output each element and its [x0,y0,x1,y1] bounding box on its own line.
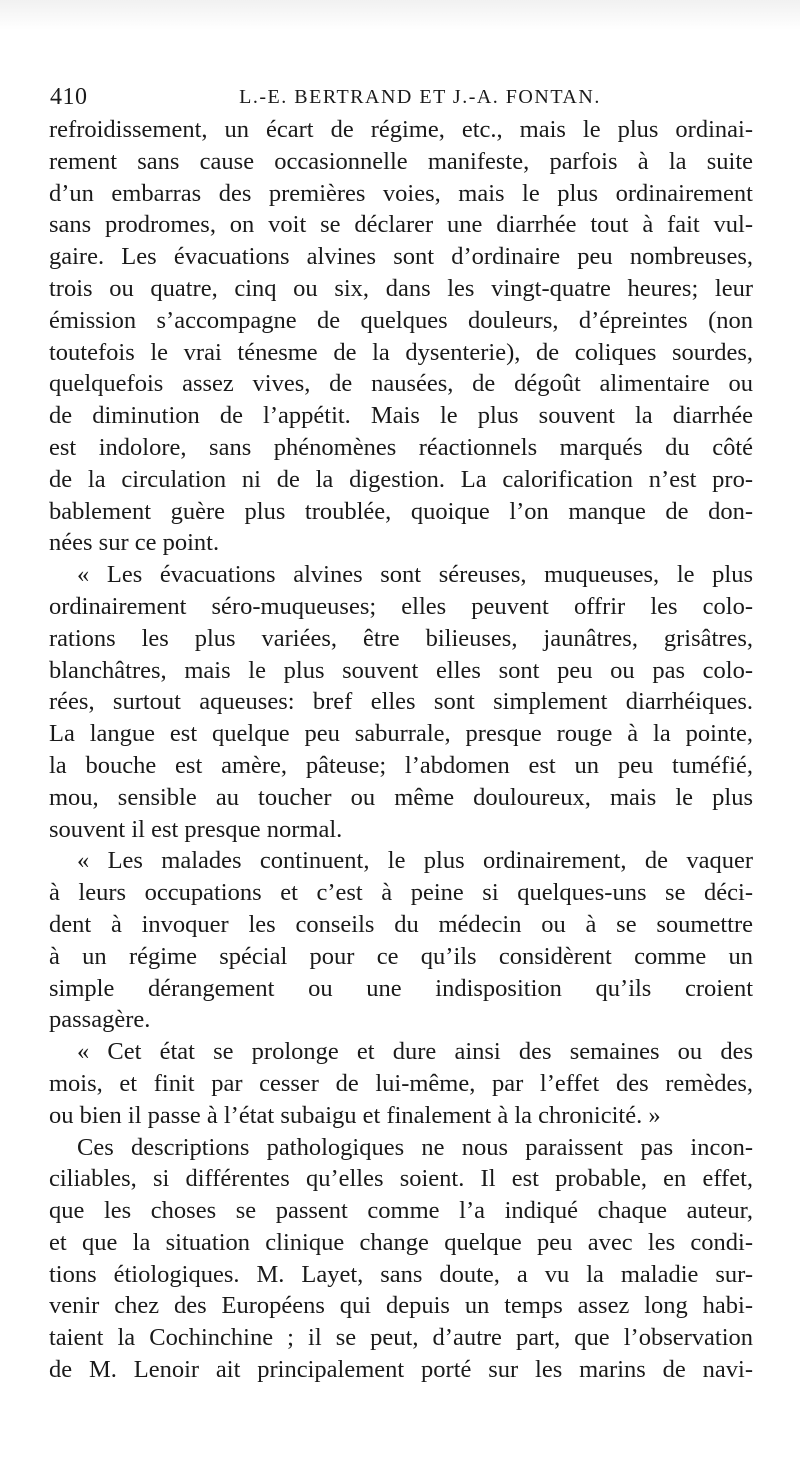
text-line: dent à invoquer les conseils du médecin ou à se soumettre [49,910,753,938]
text-line: rées, surtout aqueuses: bref elles sont simplement diarrhéiques. [49,688,753,716]
text-line: blanchâtres, mais le plus souvent elles sont peu ou pas colo- [49,656,753,684]
text-line: souvent il est presque normal. [49,815,343,843]
text-line: « Les évacuations alvines sont séreuses, muqueuses, le plus [77,561,753,589]
text-line: ciliables, si différentes qu’elles soient. Il est probable, en effet, [49,1165,753,1193]
text-line: bablement guère plus troublée, quoique l’on manque de don- [49,497,753,525]
text-line: de la circulation ni de la digestion. La calorification n’est pro- [49,465,753,493]
text-line: de M. Lenoir ait principalement porté sur les marins de navi- [49,1356,753,1384]
text-line: émission s’accompagne de quelques douleurs, d’épreintes (non [49,306,753,334]
text-line: et que la situation clinique change quelque peu avec les condi- [49,1228,753,1256]
text-line: sans prodromes, on voit se déclarer une diarrhée tout à fait vul- [49,211,753,239]
page-number: 410 [50,84,88,110]
text-line: nées sur ce point. [49,529,220,557]
text-line: toutefois le vrai ténesme de la dysenterie), de coliques sourdes, [49,338,753,366]
text-line: la bouche est amère, pâteuse; l’abdomen est un peu tuméfié, [49,751,753,779]
text-line: venir chez des Européens qui depuis un temps assez long habi- [49,1292,753,1320]
text-line: d’un embarras des premières voies, mais le plus ordinairement [49,179,753,207]
text-line: ou bien il passe à l’état subaigu et finalement à la chronicité. » [49,1101,661,1129]
text-line: que les choses se passent comme l’a indiqué chaque auteur, [49,1197,753,1225]
text-line: gaire. Les évacuations alvines sont d’ordinaire peu nombreuses, [49,243,753,271]
text-line: Ces descriptions pathologiques ne nous paraissent pas incon- [77,1133,753,1161]
text-line: La langue est quelque peu saburrale, presque rouge à la pointe, [49,720,753,748]
text-line: ordinairement séro-muqueuses; elles peuvent offrir les colo- [49,592,753,620]
text-line: tions étiologiques. M. Layet, sans doute, a vu la maladie sur- [49,1260,753,1288]
text-line: à leurs occupations et c’est à peine si quelques-uns se déci- [49,879,753,907]
text-line: quelquefois assez vives, de nausées, de dégoût alimentaire ou [49,370,753,398]
text-line: trois ou quatre, cinq ou six, dans les vingt-quatre heures; leur [49,274,753,302]
text-line: passagère. [49,1006,151,1034]
text-line: « Cet état se prolonge et dure ainsi des semaines ou des [77,1038,753,1066]
body-text [49,114,753,1386]
text-line: rement sans cause occasionnelle manifeste, parfois à la suite [49,147,753,175]
text-line: de diminution de l’appétit. Mais le plus souvent la diarrhée [49,402,753,430]
text-line: « Les malades continuent, le plus ordinairement, de vaquer [77,847,753,875]
text-line: à un régime spécial pour ce qu’ils considèrent comme un [49,942,753,970]
text-line: mou, sensible au toucher ou même douloureux, mais le plus [49,783,753,811]
text-line: simple dérangement ou une indisposition qu’ils croient [49,974,753,1002]
text-line: rations les plus variées, être bilieuses, jaunâtres, grisâtres, [49,624,753,652]
text-line: mois, et finit par cesser de lui-même, par l’effet des remèdes, [49,1069,753,1097]
text-line: est indolore, sans phénomènes réactionnels marqués du côté [49,433,753,461]
text-line: taient la Cochinchine ; il se peut, d’autre part, que l’observation [49,1324,753,1352]
running-head: L.-E. BERTRAND ET J.-A. FONTAN. [239,86,601,108]
text-line: refroidissement, un écart de régime, etc., mais le plus ordinai- [49,116,753,143]
page-header [50,84,750,114]
